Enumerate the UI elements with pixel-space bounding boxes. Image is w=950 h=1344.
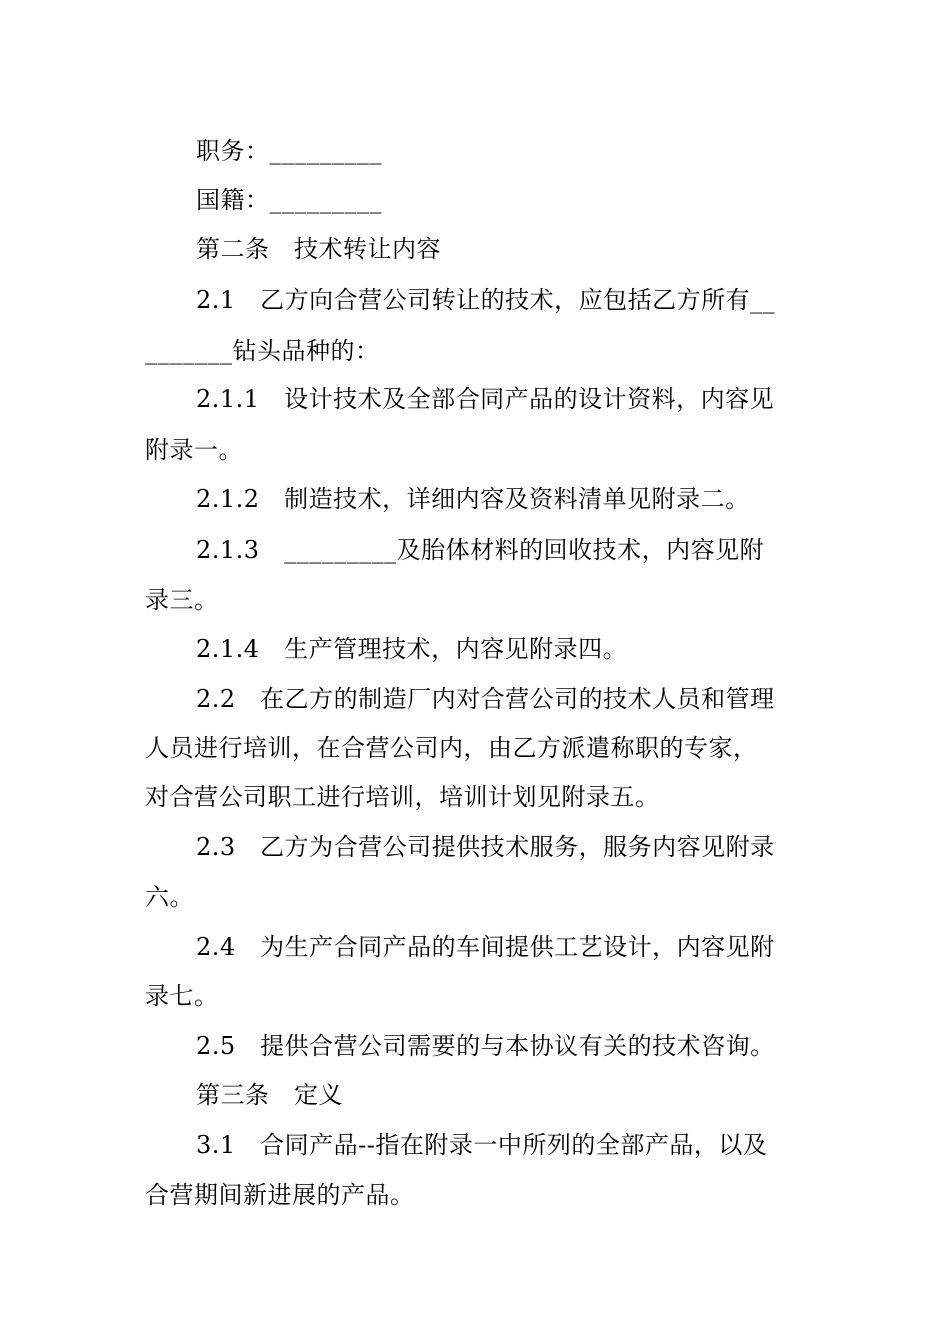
clause-2-2-line-2: 人员进行培训，在合营公司内，由乙方派遣称职的专家，	[145, 734, 758, 762]
clause-2-3-line-1: 2.3 乙方为合营公司提供技术服务，服务内容见附录	[196, 833, 775, 861]
clause-2-1-line-1: 2.1 乙方向合营公司转让的技术，应包括乙方所有__	[196, 286, 776, 314]
clause-2-1-2: 2.1.2 制造技术，详细内容及资料清单见附录二。	[196, 485, 750, 513]
clause-2-3-line-2: 六。	[145, 883, 194, 911]
clause-2-2-line-3: 对合营公司职工进行培训，培训计划见附录五。	[145, 783, 660, 811]
clause-2-1-line-2: _______钻头品种的：	[145, 337, 380, 365]
clause-2-1-1-line-1: 2.1.1 设计技术及全部合同产品的设计资料，内容见	[196, 385, 775, 413]
clause-2-4-line-2: 录七。	[145, 982, 219, 1010]
clause-3-1-line-2: 合营期间新进展的产品。	[145, 1181, 415, 1209]
nationality-field-line: 国籍：_________	[196, 186, 382, 214]
clause-2-1-1-line-2: 附录一。	[145, 436, 243, 464]
clause-2-1-3-line-1: 2.1.3 _________及胎体材料的回收技术，内容见附	[196, 536, 765, 564]
clause-2-4-line-1: 2.4 为生产合同产品的车间提供工艺设计，内容见附	[196, 933, 775, 961]
clause-2-1-3-line-2: 录三。	[145, 586, 219, 614]
clause-3-1-line-1: 3.1 合同产品--指在附录一中所列的全部产品，以及	[196, 1131, 768, 1159]
clause-2-5: 2.5 提供合营公司需要的与本协议有关的技术咨询。	[196, 1032, 775, 1060]
article-3-heading: 第三条 定义	[196, 1081, 343, 1109]
clause-2-2-line-1: 2.2 在乙方的制造厂内对合营公司的技术人员和管理	[196, 685, 775, 713]
position-field-line: 职务：_________	[196, 137, 382, 165]
article-2-heading: 第二条 技术转让内容	[196, 235, 441, 263]
clause-2-1-4: 2.1.4 生产管理技术，内容见附录四。	[196, 635, 628, 663]
